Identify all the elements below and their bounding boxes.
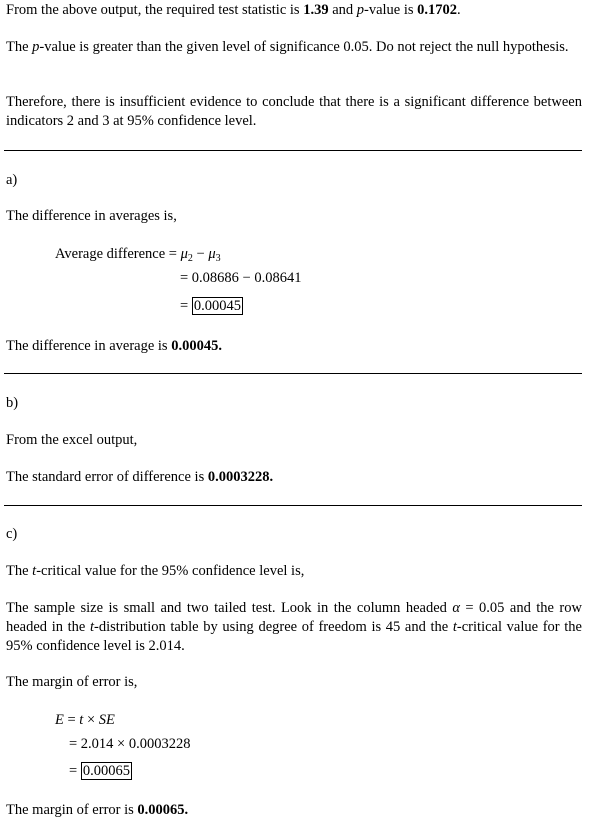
p-value: 0.1702 — [417, 2, 458, 18]
margin-of-error-substitution: = 2.014 × 0.0003228 — [69, 736, 191, 752]
t-distribution-paragraph: The sample size is small and two tailed test. Look in the column headed α = 0.05 and the row headed in the t-distribution table by using degree of freedom is 45 and the t-critical value for the 95% confidence level is 2.014. — [6, 600, 582, 654]
part-c-label: c) — [6, 526, 18, 542]
conclusion-paragraph: Therefore, there is insufficient evidence to conclude that there is a significant difference between indicators 2 and 3 at 95% confidence level. — [6, 94, 582, 129]
boxed-answer: 0.00065 — [82, 763, 130, 779]
part-c-conclusion: The margin of error is 0.00065. — [6, 802, 189, 818]
part-b-intro: From the excel output, — [6, 432, 138, 448]
boxed-answer: 0.00045 — [193, 298, 241, 314]
divider — [4, 150, 582, 151]
average-difference-substitution: = 0.08686 − 0.08641 — [180, 270, 302, 286]
margin-of-error-formula: E = t × SE — [55, 712, 115, 728]
test-statistic-value: 1.39 — [303, 2, 329, 18]
average-difference-equation: Average difference = $\mu_2 - \mu_3$ — [55, 246, 221, 264]
t-critical-intro: The t-critical value for the 95% confidence level is, — [6, 563, 305, 579]
margin-of-error-intro: The margin of error is, — [6, 674, 138, 690]
part-a-label: a) — [6, 172, 18, 188]
divider — [4, 505, 582, 506]
margin-of-error-result: = 0.00065 — [69, 763, 130, 779]
test-statistic-paragraph: From the above output, the required test statistic is 1.39 and p-value is 0.1702. — [6, 2, 461, 18]
part-a-intro: The difference in averages is, — [6, 208, 177, 224]
part-b-conclusion: The standard error of difference is 0.0003228. — [6, 469, 274, 485]
p-value-comparison-paragraph: The p-value is greater than the given level of significance 0.05. Do not reject the null hypothesis. — [6, 39, 569, 55]
part-a-conclusion: The difference in average is 0.00045. — [6, 338, 222, 354]
part-b-label: b) — [6, 395, 19, 411]
divider — [4, 373, 582, 374]
average-difference-result: = 0.00045 — [180, 298, 241, 314]
